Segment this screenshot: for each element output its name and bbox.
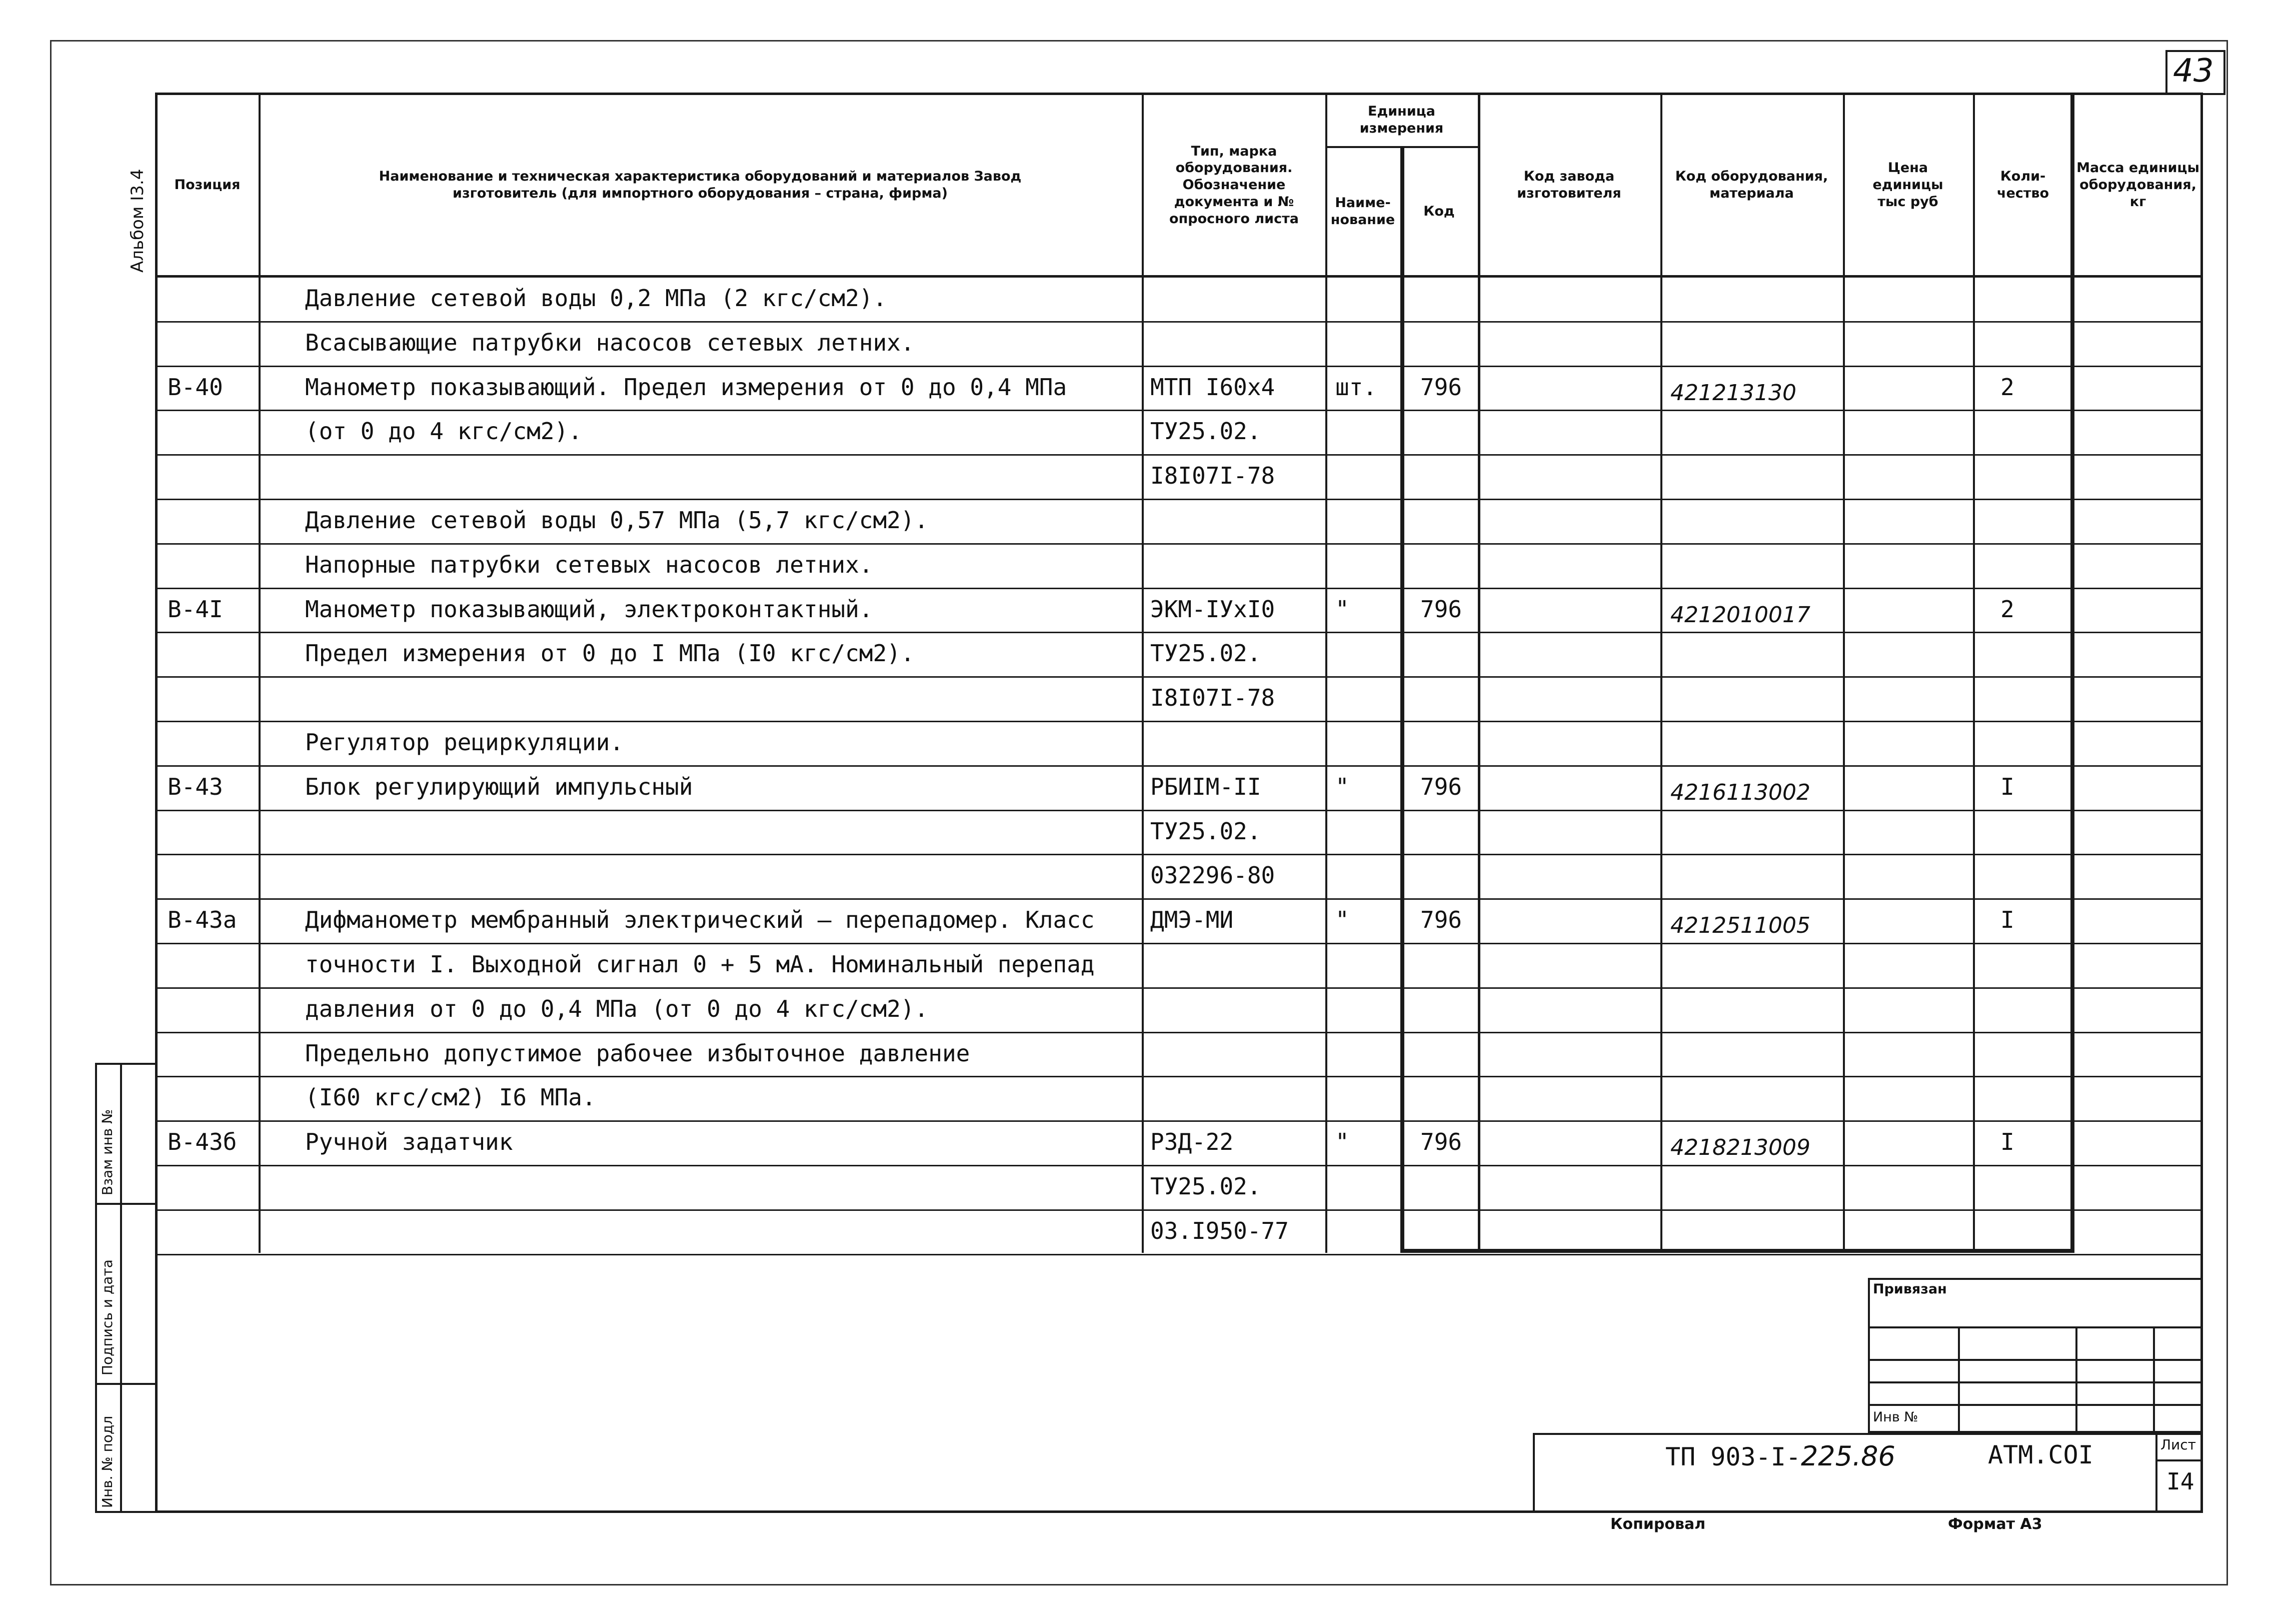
header-name: Наименование и техническая характеристика оборудований и материалов Завод изготовитель (для импортного оборудования – страна, фирма)	[379, 169, 1022, 201]
row-type-mark: ТУ25.02.	[1150, 640, 1261, 667]
row-description: Напорные патрубки сетевых насосов летних.	[305, 551, 873, 578]
row-type-mark: I8I07I-78	[1150, 462, 1275, 490]
row-position: В-4I	[168, 595, 223, 623]
row-equipment-code: 4218213009	[1670, 1135, 1810, 1161]
row-description: (I60 кгс/см2) I6 МПа.	[305, 1084, 596, 1111]
row-unit-code: 796	[1420, 773, 1462, 800]
row-description: Давление сетевой воды 0,57 МПа (5,7 кгс/см2).	[305, 507, 929, 534]
row-description: Блок регулирующий импульсный	[305, 773, 693, 800]
row-description: Дифманометр мембранный электрический – перепадомер. Класс	[305, 906, 1095, 934]
side-stamp-signature: Подпись и дата	[99, 1259, 116, 1375]
sheet-number: 43	[2173, 53, 2214, 90]
row-type-mark: РЗД-22	[1150, 1128, 1234, 1156]
row-unit-name: "	[1335, 773, 1349, 800]
row-description: Регулятор рециркуляции.	[305, 729, 624, 756]
row-unit-name: шт.	[1335, 373, 1377, 401]
row-unit-name: "	[1335, 906, 1349, 934]
side-stamp-inventory: Инв. № подл	[99, 1415, 116, 1508]
header-type: Тип, марка оборудования. Обозначение документа и № опросного листа	[1169, 143, 1299, 227]
row-type-mark: МТП I60х4	[1150, 373, 1275, 401]
row-position: В-40	[168, 373, 223, 401]
header-position: Позиция	[174, 177, 241, 193]
row-equipment-code: 4212511005	[1670, 913, 1810, 939]
row-type-mark: РБИIМ-II	[1150, 773, 1261, 800]
list-label: Лист	[2160, 1436, 2196, 1453]
header-factory-code: Код завода изготовителя	[1517, 169, 1621, 201]
header-quantity: Коли-чество	[1996, 169, 2049, 201]
row-quantity: I	[2000, 906, 2014, 934]
row-quantity: 2	[2000, 373, 2014, 401]
row-description: Предел измерения от 0 до I МПа (I0 кгс/см2).	[305, 640, 915, 667]
doc-number	[1665, 1440, 1895, 1472]
row-unit-name: "	[1335, 1128, 1349, 1156]
row-type-mark: ТУ25.02.	[1150, 817, 1261, 845]
side-stamp-replace: Взам инв №	[99, 1109, 116, 1195]
row-description: Манометр показывающий, электроконтактный.	[305, 595, 873, 623]
doc-number-handwritten: 225.86	[1800, 1440, 1895, 1472]
row-quantity: I	[2000, 773, 2014, 800]
row-type-mark: 032296-80	[1150, 862, 1275, 889]
row-description: Предельно допустимое рабочее избыточное давление	[305, 1039, 970, 1067]
list-value: I4	[2166, 1468, 2194, 1495]
row-equipment-code: 421213130	[1670, 380, 1796, 406]
header-unit-name: Наиме-нование	[1330, 195, 1395, 228]
title-privyazan: Привязан	[1873, 1281, 1947, 1297]
footer-copied: Копировал	[1610, 1515, 1706, 1533]
header-unit-code: Код	[1423, 204, 1455, 220]
row-position: В-43	[168, 773, 223, 800]
row-equipment-code: 4212010017	[1670, 602, 1810, 628]
header-unit-group: Единица измерения	[1359, 104, 1444, 136]
row-quantity: I	[2000, 1128, 2014, 1156]
row-description: Давление сетевой воды 0,2 МПа (2 кгс/см2).	[305, 285, 887, 312]
album-label: Альбом I3.4	[128, 169, 148, 273]
row-unit-code: 796	[1420, 373, 1462, 401]
row-description: Ручной задатчик	[305, 1128, 513, 1156]
row-type-mark: ТУ25.02.	[1150, 418, 1261, 445]
row-type-mark: ТУ25.02.	[1150, 1173, 1261, 1200]
row-position: В-43а	[168, 906, 237, 934]
row-unit-code: 796	[1420, 1128, 1462, 1156]
doc-code: АТМ.СОI	[1988, 1440, 2093, 1469]
header-equipment-code: Код оборудования, материала	[1675, 169, 1828, 201]
row-divider	[155, 1254, 2203, 1255]
row-type-mark: I8I07I-78	[1150, 684, 1275, 712]
row-position: В-43б	[168, 1128, 237, 1156]
header-price: Цена единицы тыс руб	[1872, 160, 1943, 210]
row-type-mark: ЭКМ-IУхI0	[1150, 595, 1275, 623]
row-equipment-code: 4216113002	[1670, 779, 1810, 805]
footer-format: Формат А3	[1948, 1515, 2042, 1533]
doc-number-printed: ТП 903-I-	[1665, 1442, 1801, 1471]
header-mass: Масса единицы оборудования, кг	[2076, 160, 2199, 210]
row-unit-code: 796	[1420, 906, 1462, 934]
row-description: Всасывающие патрубки насосов сетевых летних.	[305, 329, 915, 356]
row-description: точности I. Выходной сигнал 0 + 5 мА. Номинальный перепад	[305, 951, 1095, 978]
title-inv-no: Инв №	[1873, 1409, 1918, 1425]
row-description: давления от 0 до 0,4 МПа (от 0 до 4 кгс/см2).	[305, 995, 929, 1022]
row-description: Манометр показывающий. Предел измерения от 0 до 0,4 МПа	[305, 373, 1067, 401]
row-unit-code: 796	[1420, 595, 1462, 623]
row-unit-name: "	[1335, 595, 1349, 623]
row-quantity: 2	[2000, 595, 2014, 623]
row-type-mark: ДМЭ-МИ	[1150, 906, 1234, 934]
row-description: (от 0 до 4 кгс/см2).	[305, 418, 582, 445]
row-type-mark: 03.I950-77	[1150, 1217, 1289, 1244]
